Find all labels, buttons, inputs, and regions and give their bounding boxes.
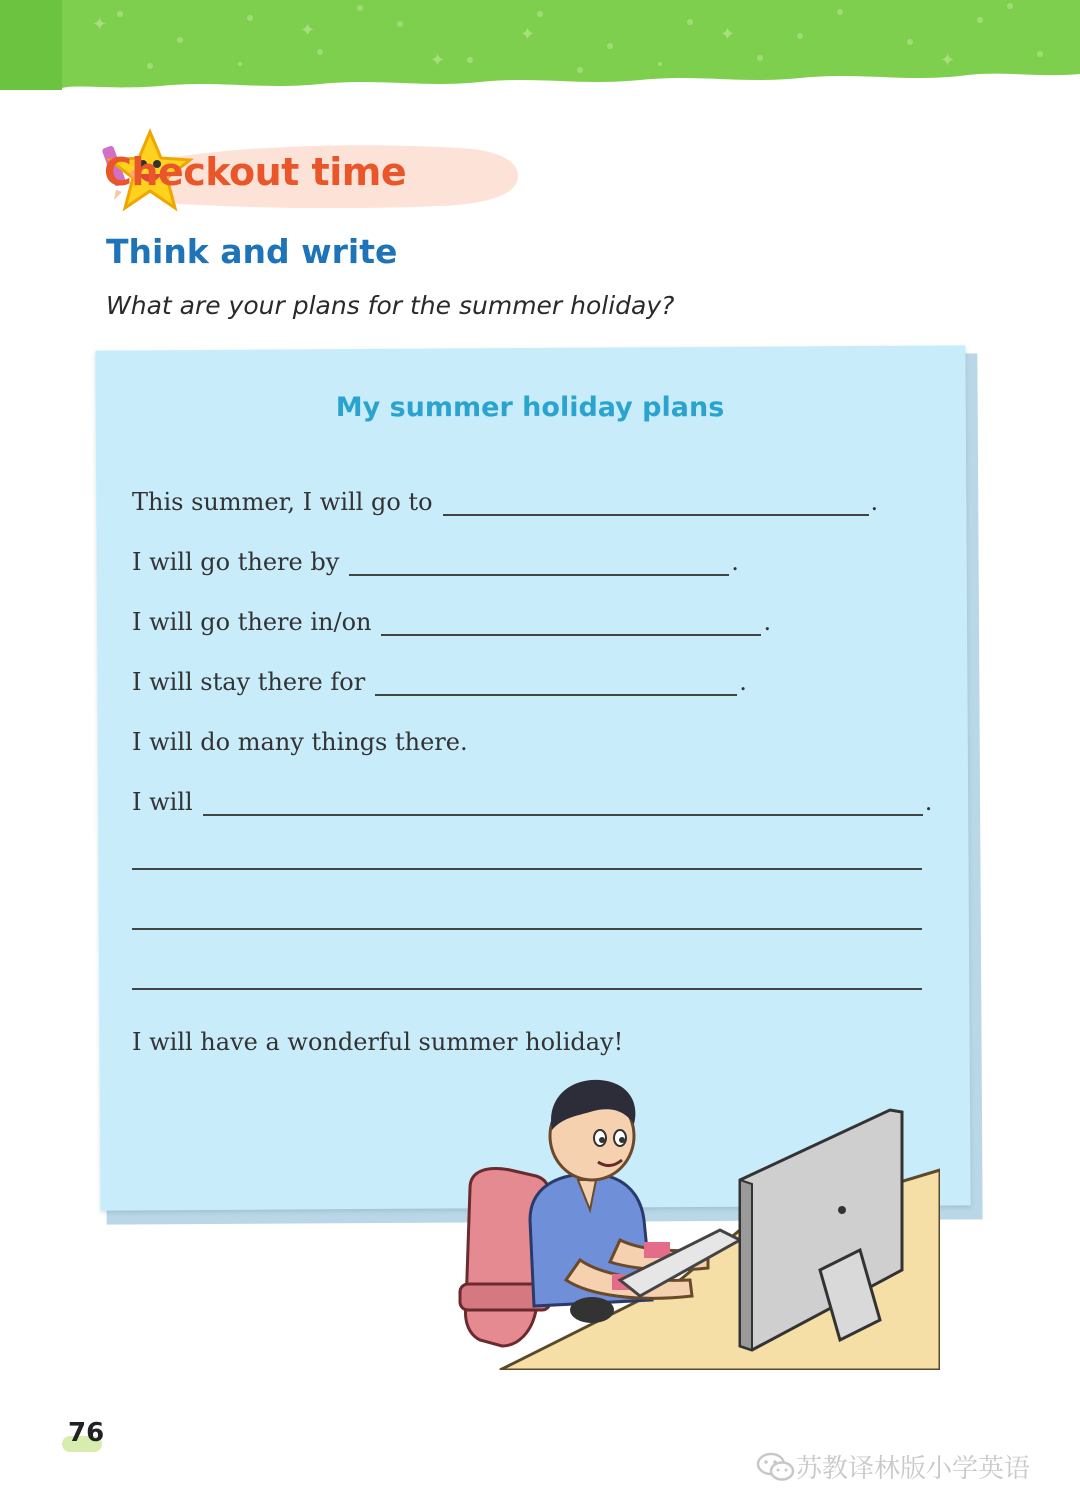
sentence-many-things [132, 716, 468, 756]
sentence-text: I will have a wonderful summer holiday! [132, 1028, 624, 1056]
sentence-end: . [739, 668, 747, 696]
svg-text:✦: ✦ [300, 20, 316, 41]
svg-text:✦: ✦ [940, 50, 956, 71]
boy-at-computer-illustration [440, 1070, 940, 1374]
sentence-end: . [763, 608, 772, 636]
svg-text:✦: ✦ [430, 50, 446, 71]
sentence-text: I will do many things there. [132, 728, 468, 756]
sentence-go-in-on [132, 596, 771, 636]
top-banner [0, 0, 1080, 100]
sentence-end: . [731, 548, 739, 576]
activity-prompt: What are your plans for the summer holiday? [106, 291, 675, 320]
activity-title: Think and write [106, 232, 398, 271]
page-number: 76 [68, 1418, 105, 1448]
section-title: Checkout time [104, 150, 407, 194]
answer-line-3[interactable] [132, 988, 922, 990]
sentence-text: I will [132, 788, 193, 816]
sentence-text: I will go there in/on [132, 608, 372, 636]
answer-line-1[interactable] [132, 868, 922, 870]
svg-text:✦: ✦ [720, 24, 736, 45]
sentence-wonderful-holiday [132, 1016, 623, 1056]
answer-blank-duration[interactable] [375, 666, 737, 696]
sentence-text: I will stay there for [132, 668, 366, 696]
answer-blank-destination[interactable] [443, 486, 869, 516]
sentence-end: . [924, 788, 933, 816]
sentence-stay-for [132, 656, 747, 696]
answer-blank-time[interactable] [381, 606, 761, 636]
sentence-go-to [132, 476, 878, 516]
sentence-text: This summer, I will go to [132, 488, 433, 516]
answer-line-2[interactable] [132, 928, 922, 930]
card-title: My summer holiday plans [335, 392, 725, 423]
sentence-i-will [132, 776, 932, 816]
watermark-text: 苏教译林版小学英语 [796, 1454, 1031, 1484]
sentence-end: . [870, 488, 879, 516]
sentence-go-by [132, 536, 739, 576]
answer-blank-activity[interactable] [203, 786, 923, 816]
answer-blank-transport[interactable] [349, 546, 729, 576]
page-tab [0, 0, 62, 90]
svg-text:✦: ✦ [520, 24, 536, 45]
wechat-icon [756, 1451, 796, 1483]
watermark [756, 1448, 1030, 1485]
svg-text:✦: ✦ [92, 14, 108, 35]
sentence-text: I will go there by [132, 548, 340, 576]
